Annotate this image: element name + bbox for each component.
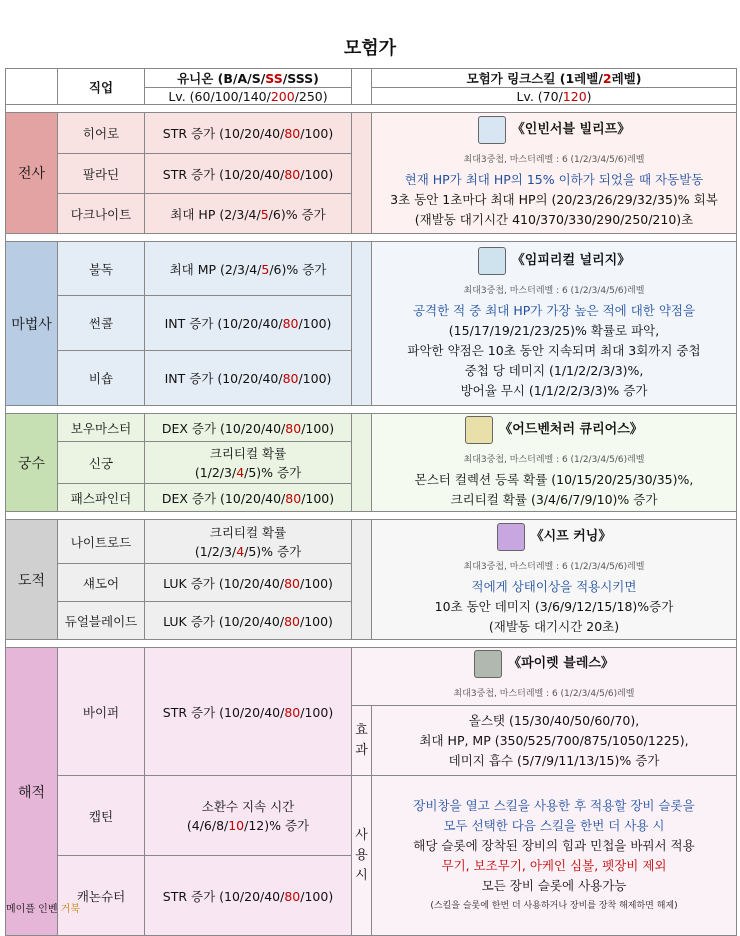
invincible-belief-icon: [478, 116, 506, 144]
union-effect: LUK 증가 (10/20/40/80/100): [145, 602, 352, 640]
link-skill-warrior: 《인빈서블 빌리프》 최대3중첩, 마스터레벨 : 6 (1/2/3/4/5/6)레벨 현재 HP가 최대 HP의 15% 이하가 되었을 때 자동발동 3초 동안 1초마다 최대 HP의 (20/23/26/29/32/35)% 회복 (재발동 대기시간 410/370/330/290/250/210)초: [372, 113, 737, 234]
pirate-usage: 장비창을 열고 스킬을 사용한 후 적용할 장비 슬롯을 모두 선택한 다음 스킬을 한번 더 사용 시 해당 슬롯에 장착된 장비의 힘과 민첩을 바꿔서 적용 무기, 보조무기, 아케인 심볼, 펫장비 제외 모든 장비 슬롯에 사용가능 (스킬을 슬롯에 한번 더 사용하거나 장비를 장착 해제하면 해제): [372, 776, 737, 936]
spacer-cell: [352, 520, 372, 640]
header-union-level: Lv. (60/100/140/200/250): [145, 88, 352, 105]
job-cell: 팔라딘: [58, 154, 145, 194]
union-effect: INT 증가 (10/20/40/80/100): [145, 351, 352, 406]
union-effect: LUK 증가 (10/20/40/80/100): [145, 564, 352, 602]
header-link-level: Lv. (70/120): [372, 88, 737, 105]
class-pirate: 해적: [6, 648, 58, 936]
link-skill-thief: 《시프 커닝》 최대3중첩, 마스터레벨 : 6 (1/2/3/4/5/6)레벨 적에게 상태이상을 적용시키면 10초 동안 데미지 (3/6/9/12/15/18)%증가 (재발동 대기시간 20초): [372, 520, 737, 640]
union-effect: DEX 증가 (10/20/40/80/100): [145, 484, 352, 512]
class-archer: 궁수: [6, 414, 58, 512]
job-cell: 패스파인더: [58, 484, 145, 512]
adventurer-table: [5, 68, 737, 936]
spacer-cell: [352, 113, 372, 234]
job-cell: 캐논슈터: [58, 856, 145, 936]
job-cell: 비숍: [58, 351, 145, 406]
header-union: 유니온 (B/A/S/SS/SSS): [145, 69, 352, 88]
job-cell: 나이트로드: [58, 520, 145, 564]
spacer-cell: [352, 414, 372, 512]
class-warrior: 전사: [6, 113, 58, 234]
spacer-cell: [352, 242, 372, 406]
thief-cunning-icon: [497, 523, 525, 551]
pirate-effect: 올스탯 (15/30/40/50/60/70), 최대 HP, MP (350/525/700/875/1050/1225), 데미지 흡수 (5/7/9/11/13/15)% 증가: [372, 706, 737, 776]
job-cell: 바이퍼: [58, 648, 145, 776]
header-blank: [6, 69, 58, 105]
job-cell: 다크나이트: [58, 194, 145, 234]
header-spacer: [352, 69, 372, 105]
job-cell: 섀도어: [58, 564, 145, 602]
job-cell: 듀얼블레이드: [58, 602, 145, 640]
usage-label: 사 용 시: [352, 776, 372, 936]
class-magician: 마법사: [6, 242, 58, 406]
job-cell: 보우마스터: [58, 414, 145, 442]
class-thief: 도적: [6, 520, 58, 640]
header-job: 직업: [58, 69, 145, 105]
union-effect: 최대 HP (2/3/4/5/6)% 증가: [145, 194, 352, 234]
union-effect: 최대 MP (2/3/4/5/6)% 증가: [145, 242, 352, 296]
job-cell: 캡틴: [58, 776, 145, 856]
union-effect: 크리티컬 확률 (1/2/3/4/5)% 증가: [145, 520, 352, 564]
job-cell: 썬콜: [58, 296, 145, 351]
link-skill-archer: 《어드벤처러 큐리어스》 최대3중첩, 마스터레벨 : 6 (1/2/3/4/5/6)레벨 몬스터 컬렉션 등록 확률 (10/15/20/25/30/35)%, 크리티컬 확률 (3/4/6/7/9/10)% 증가: [372, 414, 737, 512]
union-effect: 크리티컬 확률 (1/2/3/4/5)% 증가: [145, 442, 352, 484]
page-title: 모험가: [343, 38, 397, 59]
effect-label: 효 과: [352, 706, 372, 776]
empirical-knowledge-icon: [478, 247, 506, 275]
link-skill-pirate-header: 《파이렛 블레스》 최대3중첩, 마스터레벨 : 6 (1/2/3/4/5/6)레벨: [352, 648, 737, 706]
union-effect: 소환수 지속 시간 (4/6/8/10/12)% 증가: [145, 776, 352, 856]
union-effect: DEX 증가 (10/20/40/80/100): [145, 414, 352, 442]
job-cell: 히어로: [58, 113, 145, 154]
adventurer-curious-icon: [465, 416, 493, 444]
union-effect: STR 증가 (10/20/40/80/100): [145, 154, 352, 194]
footer-credit: 메이플 인벤 거북: [6, 904, 80, 915]
link-skill-magician: 《임피리컬 널리지》 최대3중첩, 마스터레벨 : 6 (1/2/3/4/5/6)레벨 공격한 적 중 최대 HP가 가장 높은 적에 대한 약점을 (15/17/19/21/23/25)% 확률로 파악, 파악한 약점은 10초 동안 지속되며 최대 3회까지 중첩 중첩 당 데미지 (1/1/2/2/3/3)%, 방어율 무시 (1/1/2/2/3/3)% 증가: [372, 242, 737, 406]
job-cell: 신궁: [58, 442, 145, 484]
union-effect: STR 증가 (10/20/40/80/100): [145, 648, 352, 776]
union-effect: INT 증가 (10/20/40/80/100): [145, 296, 352, 351]
union-effect: STR 증가 (10/20/40/80/100): [145, 113, 352, 154]
job-cell: 불독: [58, 242, 145, 296]
header-link: 모험가 링크스킬 (1레벨/2레벨): [372, 69, 737, 88]
union-effect: STR 증가 (10/20/40/80/100): [145, 856, 352, 936]
pirate-blessing-icon: [474, 650, 502, 678]
